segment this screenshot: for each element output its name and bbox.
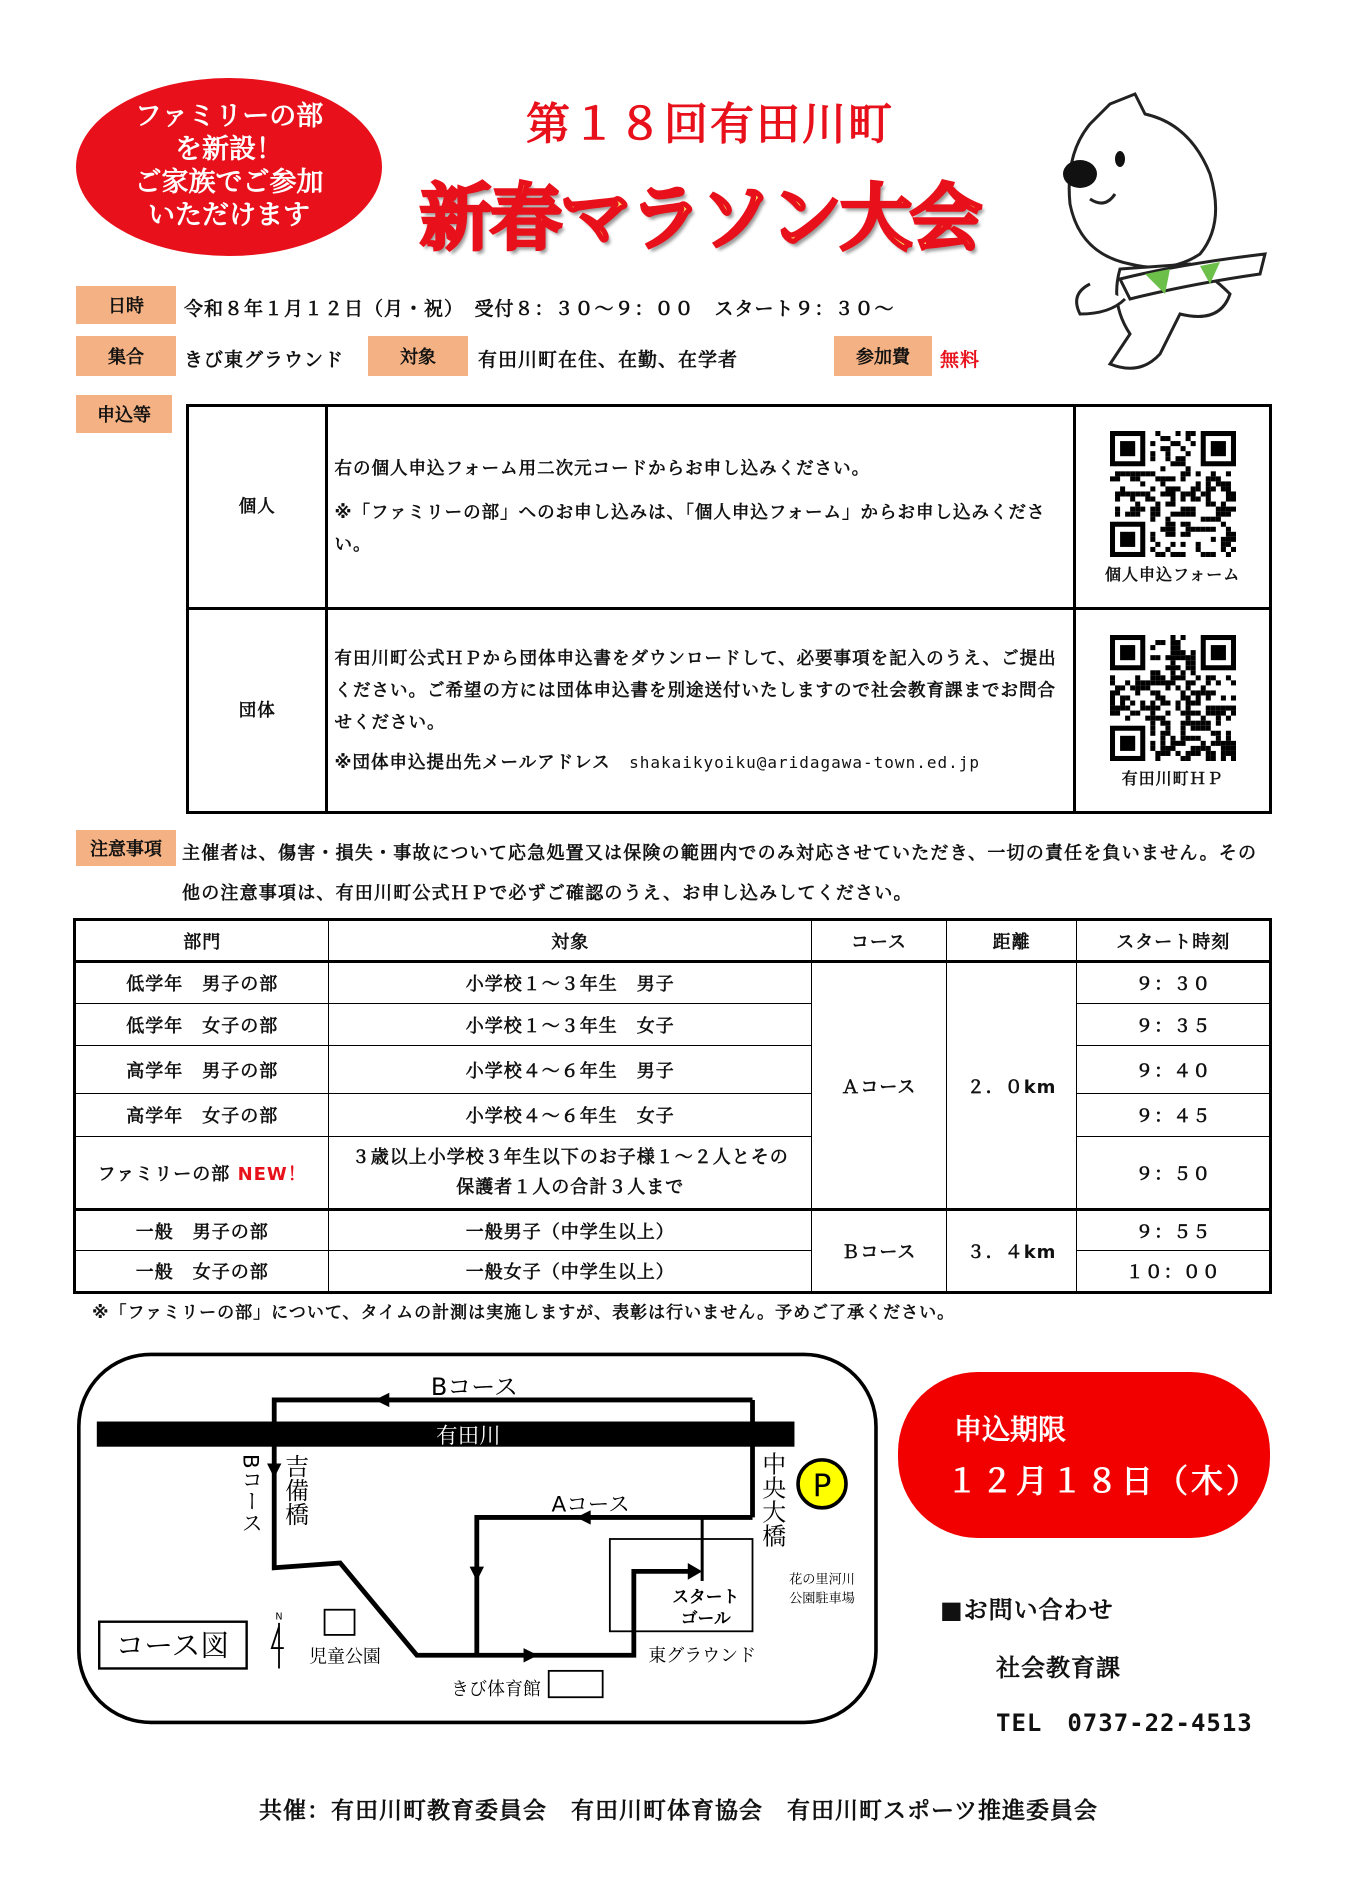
application-table: [186, 404, 1272, 814]
kibi-bridge-label: 吉備橋: [280, 1453, 309, 1526]
deadline-label: 申込期限: [954, 1413, 1067, 1446]
deadline-date: １２月１８日（木）: [946, 1462, 1262, 1500]
badge-line: ご家族でご参加: [134, 167, 324, 198]
table-footnote: ※「ファミリーの部」について、タイムの計測は実施しますが、表彰は行いません。予めご了承ください。: [92, 1303, 956, 1323]
datetime-value: 令和８年１月１２日（月・祝） 受付８：３０～９：００ スタート９：３０～: [184, 298, 895, 320]
division-text: ファミリーの部: [97, 1163, 231, 1185]
table-row: [75, 1251, 1271, 1293]
column-header: 対象: [329, 920, 812, 962]
venue-value: きび東グラウンド: [184, 349, 345, 371]
division-cell: 高学年 女子の部: [75, 1094, 329, 1137]
river-label: 有田川: [436, 1424, 501, 1450]
division-cell: 一般 女子の部: [75, 1251, 329, 1293]
parking-label: 公園駐車場: [789, 1591, 855, 1607]
distance-cell: ３．４km: [946, 1210, 1077, 1293]
email-label: ※団体申込提出先メールアドレス: [334, 752, 611, 773]
parking-mark: P: [812, 1467, 832, 1504]
table-row: [75, 962, 1271, 1004]
gym-label: きび体育館: [451, 1678, 541, 1700]
application-type: 団体: [188, 609, 327, 813]
column-header: コース: [812, 920, 947, 962]
time-cell: ９：３５: [1077, 1004, 1271, 1046]
table-row: [75, 1046, 1271, 1094]
time-cell: ９：４０: [1077, 1046, 1271, 1094]
column-header: スタート時刻: [1077, 920, 1271, 962]
b-course-vertical-label: Bコース: [237, 1453, 263, 1534]
map-title: コース図: [115, 1628, 230, 1663]
start-label: スタート: [672, 1586, 740, 1607]
target-cell: 小学校４～６年生 男子: [329, 1046, 812, 1094]
application-row-group: [188, 609, 1271, 813]
course-map: [76, 1352, 880, 1726]
division-cell: 低学年 女子の部: [75, 1004, 329, 1046]
qr-caption: 個人申込フォーム: [1105, 565, 1241, 584]
course-cell: Ａコース: [812, 962, 947, 1210]
contact-heading: ■お問い合わせ: [940, 1596, 1114, 1624]
table-row: [75, 1004, 1271, 1046]
distance-cell: ２．０km: [946, 962, 1077, 1210]
table-row: [75, 1210, 1271, 1251]
badge-line: いただけます: [148, 200, 310, 231]
time-cell: １０：００: [1077, 1251, 1271, 1293]
application-type: 個人: [188, 406, 327, 609]
time-cell: ９：５５: [1077, 1210, 1271, 1251]
qr-caption: 有田川町ＨＰ: [1121, 768, 1224, 788]
badge-line: を新設！: [175, 134, 283, 165]
mascot-dog-illustration: [1050, 84, 1272, 378]
deadline-box: [898, 1372, 1270, 1538]
table-row: [75, 1094, 1271, 1137]
fee-value: 無料: [940, 349, 981, 371]
b-course-label: Bコース: [430, 1373, 518, 1402]
badge-line: ファミリーの部: [134, 101, 324, 132]
target-value: 有田川町在住、在勤、在学者: [478, 349, 739, 371]
event-title: 新春マラソン大会: [419, 176, 980, 260]
venue-label: 集合: [76, 336, 176, 376]
target-cell: 小学校１～３年生 女子: [329, 1004, 812, 1046]
target-label: 対象: [368, 336, 468, 376]
park-label: 児童公園: [309, 1646, 381, 1668]
qr-code-town-hp[interactable]: [1110, 635, 1236, 761]
table-row: [75, 1137, 1271, 1210]
email-line: [334, 747, 1067, 779]
email-address[interactable]: shakaikyoiku@aridagawa-town.ed.jp: [629, 752, 980, 772]
column-header: 距離: [946, 920, 1077, 962]
application-row-individual: [188, 406, 1271, 609]
goal-label: ゴール: [680, 1608, 731, 1629]
course-cell: Ｂコース: [812, 1210, 947, 1293]
ground-label: 東グラウンド: [648, 1645, 757, 1667]
parking-label: 花の里河川: [789, 1572, 855, 1588]
event-subtitle: 第１８回有田川町: [526, 99, 894, 150]
target-cell: 一般女子（中学生以上）: [329, 1251, 812, 1293]
division-cell: 低学年 男子の部: [75, 962, 329, 1004]
north-label: N: [275, 1611, 283, 1623]
application-text: ※「ファミリーの部」へのお申し込みは、「個人申込フォーム」からお申し込みください。: [334, 503, 1046, 555]
family-division-badge: [76, 78, 382, 256]
a-course-label: Aコース: [551, 1492, 630, 1518]
target-cell: 一般男子（中学生以上）: [329, 1210, 812, 1251]
chuo-bridge-label: 中央大橋: [757, 1451, 786, 1548]
time-cell: ９：５０: [1077, 1137, 1271, 1210]
notice-label: 注意事項: [76, 830, 176, 866]
notice-text: 主催者は、傷害・損失・事故について応急処置又は保険の範囲内でのみ対応させていただき、一切の責任を負いません。その他の注意事項は、有田川町公式ＨＰで必ずご確認のうえ、お申し込みしてください。: [182, 843, 1258, 904]
fee-label: 参加費: [834, 336, 932, 376]
co-organizers: 共催：有田川町教育委員会 有田川町体育協会 有田川町スポーツ推進委員会: [258, 1798, 1099, 1824]
race-table: [73, 918, 1272, 1294]
application-text: 右の個人申込フォーム用二次元コードからお申し込みください。: [334, 459, 871, 479]
contact-phone[interactable]: TEL 0737-22-4513: [996, 1709, 1253, 1737]
time-cell: ９：４５: [1077, 1094, 1271, 1137]
application-text: 有田川町公式ＨＰから団体申込書をダウンロードして、必要事項を記入のうえ、ご提出ください。ご希望の方には団体申込書を別途送付いたしますので社会教育課までお問合せください。: [334, 648, 1057, 733]
column-header: 部門: [75, 920, 329, 962]
time-cell: ９：３０: [1077, 962, 1271, 1004]
target-cell: 小学校４～６年生 女子: [329, 1094, 812, 1137]
target-cell: ３歳以上小学校３年生以下のお子様１～２人とその保護者１人の合計３人まで: [329, 1137, 812, 1210]
application-label: 申込等: [76, 395, 172, 433]
new-badge: NEW！: [237, 1163, 307, 1185]
target-cell: 小学校１～３年生 男子: [329, 962, 812, 1004]
division-cell: 高学年 男子の部: [75, 1046, 329, 1094]
qr-code-individual-form[interactable]: [1110, 431, 1236, 557]
datetime-label: 日時: [76, 286, 176, 324]
division-cell: 一般 男子の部: [75, 1210, 329, 1251]
division-cell: [75, 1137, 329, 1210]
contact-department: 社会教育課: [996, 1654, 1121, 1682]
